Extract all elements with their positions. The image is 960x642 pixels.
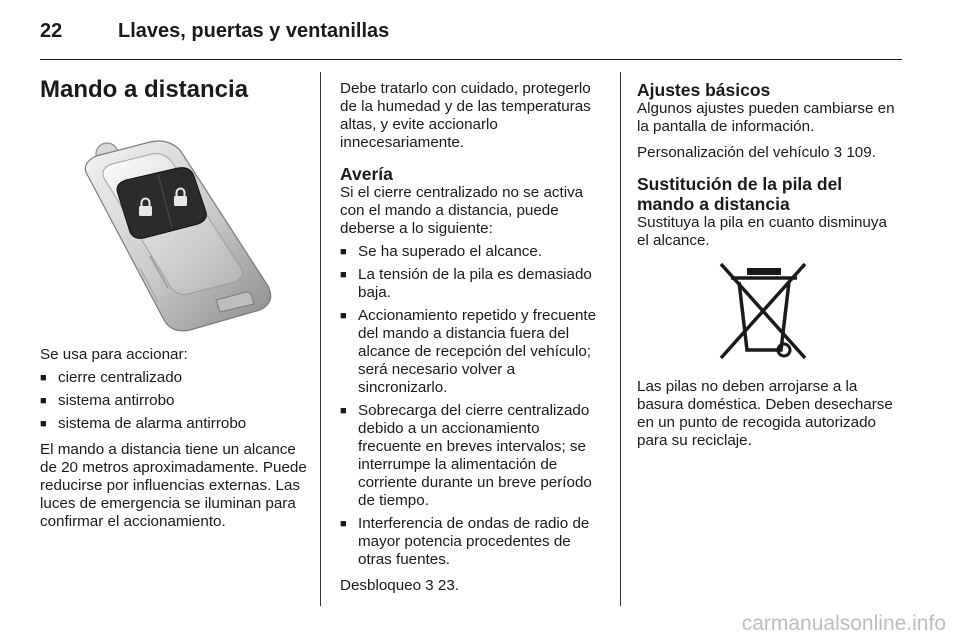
cross-reference-unlock[interactable] [340,577,606,595]
care-paragraph: Debe tratarlo con cuidado, protegerlo de la humedad y de las temperaturas altas, y evite accionarlo innecesariamente. [340,80,591,151]
reference-arrow-icon: 3 [833,144,843,161]
chapter-title: Llaves, puertas y ventanillas [118,20,390,42]
battery-text: Sustituya la pila en cuanto disminuya el alcance. [637,214,887,249]
remote-key-illustration [40,116,302,334]
list-item: ■ La tensión de la pila es demasiado baja. [340,266,606,302]
reference-label: Personalización del vehículo [637,144,830,161]
crossed-bin-icon [637,256,902,366]
page-number: 22 [40,20,63,42]
range-paragraph: El mando a distancia tiene un alcance de 20 metros aproximadamente. Puede reducirse por influencias externas. Las luces de emergencia se iluminan para confirmar el accionamiento. [40,441,307,530]
section-title-battery: Sustitución de la pila del mando a distancia [637,174,843,214]
reference-page: 23. [437,577,459,594]
column-1 [40,76,308,539]
section-title-fault: Avería [340,164,393,184]
column-3 [637,80,902,458]
header-rule [40,59,902,60]
function-list [40,369,308,433]
list-item: ■ Accionamiento repetido y frecuente del mando a distancia fuera del alcance de recepción del vehículo; será necesario volver a sincronizarlo. [340,307,606,397]
watermark: carmanualsonline.info [741,612,946,635]
cross-reference-customization[interactable] [637,144,902,162]
disposal-text: Las pilas no deben arrojarse a la basura doméstica. Deben desecharse en un punto de recogida autorizado para su reciclaje. [637,378,893,449]
fault-list [340,243,606,569]
list-item: ■ cierre centralizado [40,369,308,387]
column-2 [340,80,606,603]
reference-page: 109. [846,144,876,161]
reference-label: Desbloqueo [340,577,422,594]
column-divider-2 [620,72,621,606]
settings-text: Algunos ajustes pueden cambiarse en la pantalla de información. [637,100,895,135]
list-item: ■ Se ha superado el alcance. [340,243,606,261]
section-title-remote: Mando a distancia [40,76,249,103]
list-item: ■ sistema antirrobo [40,392,308,410]
section-title-basic-settings: Ajustes básicos [637,80,771,100]
reference-arrow-icon: 3 [425,577,434,594]
list-item: ■ Interferencia de ondas de radio de mayor potencia procedentes de otras fuentes. [340,515,606,569]
list-item: ■ sistema de alarma antirrobo [40,415,308,433]
intro-text: Se usa para accionar: [40,346,188,363]
list-item: ■ Sobrecarga del cierre centralizado debido a un accionamiento frecuente en breves intervalos; se interrumpe la alimentación de corriente durante un breve período de tiempo. [340,402,606,510]
page-header [40,10,902,50]
column-divider-1 [320,72,321,606]
fault-intro: Si el cierre centralizado no se activa con el mando a distancia, puede deberse a lo siguiente: [340,184,584,237]
